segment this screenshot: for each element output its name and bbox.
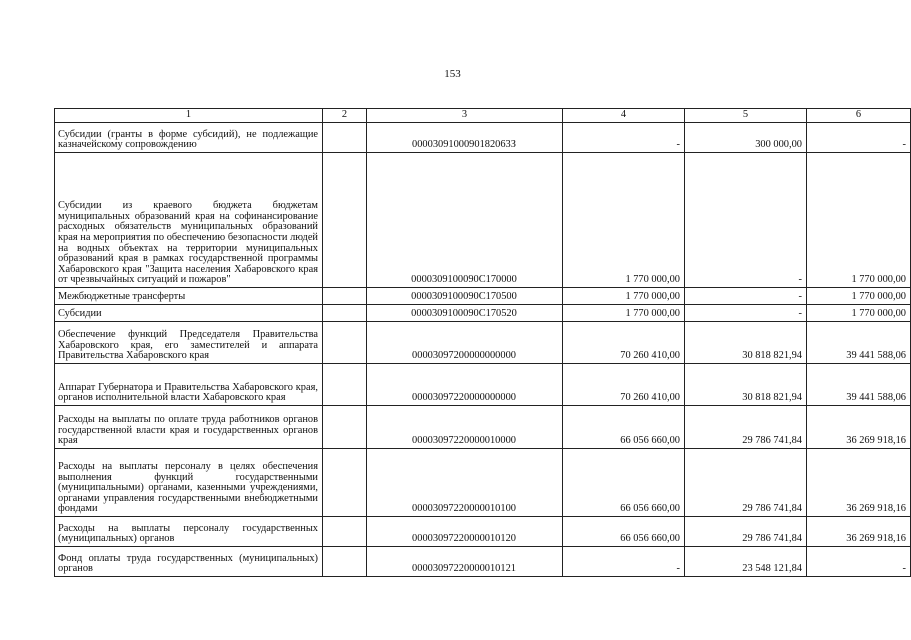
row-code: 00003097220000010120 [367,517,563,547]
table-header-row [55,109,911,123]
row-value-5: 29 786 741,84 [685,406,807,449]
column-header: 6 [807,109,911,123]
row-col2 [323,547,367,577]
table-row [55,449,911,517]
row-col2 [323,322,367,364]
column-header: 2 [323,109,367,123]
row-name: Аппарат Губернатора и Правительства Хабаровского края, органов исполнительной власти Хабаровского края [55,364,323,406]
table-row [55,123,911,153]
row-code: 00003097220000000000 [367,364,563,406]
row-value-6: 36 269 918,16 [807,449,911,517]
column-header: 3 [367,109,563,123]
row-value-6: 36 269 918,16 [807,517,911,547]
column-header: 1 [55,109,323,123]
row-code: 00003097200000000000 [367,322,563,364]
row-code: 0000309100090182063З [367,123,563,153]
page-number: 153 [444,68,461,80]
row-value-5: 300 000,00 [685,123,807,153]
row-name: Субсидии из краевого бюджета бюджетам муниципальных образований края на софинансирование расходных обязательств муниципальных образований края на мероприятия по обеспечению безопасности людей на водных объектах на территории муниципальных образований края в рамках государственной программы Хабаровского края "Защита населения Хабаровского края от чрезвычайных ситуаций и пожаров" [55,153,323,288]
row-value-5: 30 818 821,94 [685,364,807,406]
row-name: Обеспечение функций Председателя Правительства Хабаровского края, его заместителей и аппарата Правительства Хабаровского края [55,322,323,364]
row-col2 [323,153,367,288]
row-value-5: 23 548 121,84 [685,547,807,577]
row-code: 00003097220000010000 [367,406,563,449]
row-value-4: 1 770 000,00 [563,305,685,322]
row-code: 00003097220000010100 [367,449,563,517]
table-row [55,547,911,577]
row-value-6: 1 770 000,00 [807,288,911,305]
table-row [55,288,911,305]
column-header: 5 [685,109,807,123]
row-value-5: 29 786 741,84 [685,449,807,517]
row-name: Фонд оплаты труда государственных (муниципальных) органов [55,547,323,577]
row-code: 0000309100090С170500 [367,288,563,305]
row-value-6: - [807,547,911,577]
row-value-4: 1 770 000,00 [563,153,685,288]
row-col2 [323,305,367,322]
row-value-4: 66 056 660,00 [563,449,685,517]
budget-table [54,108,911,577]
table-row [55,305,911,322]
row-value-6: 36 269 918,16 [807,406,911,449]
row-value-5: - [685,153,807,288]
table-row [55,517,911,547]
row-value-5: 30 818 821,94 [685,322,807,364]
row-value-5: - [685,305,807,322]
row-value-4: 70 260 410,00 [563,322,685,364]
row-code: 0000309100090С170000 [367,153,563,288]
row-col2 [323,406,367,449]
row-value-4: - [563,547,685,577]
row-value-6: 1 770 000,00 [807,153,911,288]
table-row [55,364,911,406]
row-value-6: 39 441 588,06 [807,364,911,406]
row-code: 0000309100090С170520 [367,305,563,322]
row-value-4: - [563,123,685,153]
row-name: Расходы на выплаты по оплате труда работников органов государственной власти края и государственных органов края [55,406,323,449]
row-name: Расходы на выплаты персоналу в целях обеспечения выполнения функций государственными (муниципальными) органами, казенными учреждениями, органами управления государственными внебюджетными фондами [55,449,323,517]
row-col2 [323,123,367,153]
row-name: Расходы на выплаты персоналу государственных (муниципальных) органов [55,517,323,547]
row-col2 [323,517,367,547]
row-name: Межбюджетные трансферты [55,288,323,305]
table-row [55,153,911,288]
table-row [55,406,911,449]
row-value-5: - [685,288,807,305]
row-col2 [323,449,367,517]
row-value-4: 70 260 410,00 [563,364,685,406]
row-value-4: 1 770 000,00 [563,288,685,305]
row-value-5: 29 786 741,84 [685,517,807,547]
row-name: Субсидии [55,305,323,322]
row-name: Субсидии (гранты в форме субсидий), не подлежащие казначейскому сопровождению [55,123,323,153]
row-value-6: 1 770 000,00 [807,305,911,322]
row-value-4: 66 056 660,00 [563,406,685,449]
row-value-6: - [807,123,911,153]
row-code: 00003097220000010121 [367,547,563,577]
table-row [55,322,911,364]
row-col2 [323,288,367,305]
row-value-6: 39 441 588,06 [807,322,911,364]
column-header: 4 [563,109,685,123]
row-value-4: 66 056 660,00 [563,517,685,547]
row-col2 [323,364,367,406]
